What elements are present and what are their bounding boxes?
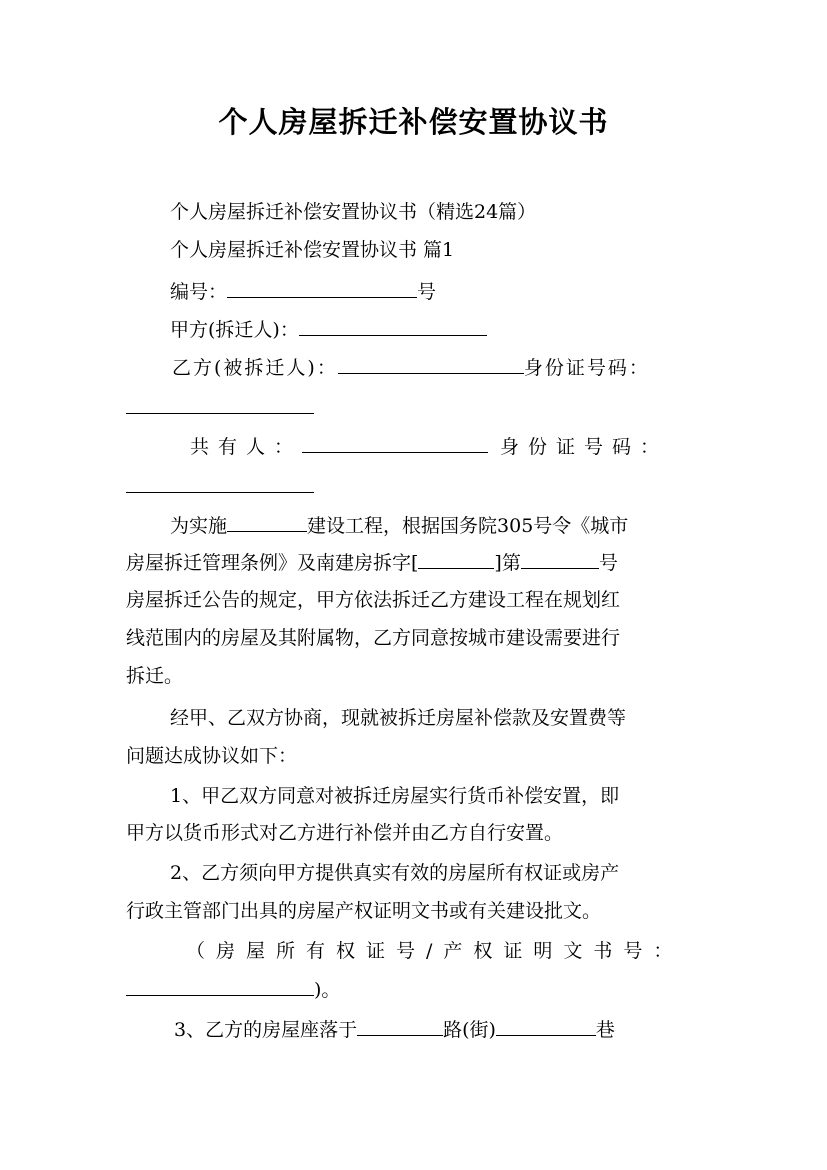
co-owner-line: [190, 434, 692, 459]
co-owner-label: 共有人：: [190, 436, 303, 458]
number-blank: [227, 279, 417, 298]
para1-text: 号: [598, 552, 618, 574]
document-title: 个人房屋拆迁补偿安置协议书: [218, 105, 609, 139]
party-b-id-blank: [126, 395, 314, 414]
party-b-id-label: 身份证号码：: [523, 357, 650, 379]
permit-year-blank: [418, 550, 494, 569]
para2-line1: 经甲、乙双方协商，现就被拆迁房屋补偿款及安置费等: [170, 707, 627, 729]
party-b-blank: [338, 355, 524, 374]
para1-line2: [126, 550, 702, 575]
lane-blank: [496, 1017, 596, 1036]
cert-number-blank: [126, 977, 314, 996]
para1-line5: 拆迁。: [126, 665, 184, 687]
number-line: [170, 279, 746, 304]
party-a-label: 甲方(拆迁人)：: [170, 319, 299, 341]
clause2-line1: 2、乙方须向甲方提供真实有效的房屋所有权证或房产: [170, 862, 620, 884]
para1-text: 房屋拆迁管理条例》及南建房拆字[: [126, 552, 419, 574]
road-blank: [357, 1017, 443, 1036]
clause1-line1: 1、甲乙双方同意对被拆迁房屋实行货币补偿安置，即: [170, 785, 620, 807]
party-b-label: 乙方(被拆迁人)：: [172, 357, 338, 379]
number-suffix: 号: [417, 281, 437, 303]
permit-number-blank: [521, 550, 599, 569]
co-owner-id-line: [126, 474, 702, 499]
co-owner-blank: [302, 434, 488, 453]
co-owner-id-label: 身份证号码：: [500, 436, 669, 458]
para1-line3: 房屋拆迁公告的规定，甲方依法拆迁乙方建设工程在规划红: [126, 589, 621, 611]
cert-number-end: )。: [314, 979, 341, 1001]
party-b-id-line: [126, 395, 702, 420]
para1-text: 建设工程，根据国务院305号令《城市: [307, 515, 629, 537]
cert-number-line: （房屋所有权证号/产权证明文书号：: [186, 940, 684, 962]
para2-line2: 问题达成协议如下：: [126, 745, 298, 767]
party-a-line: [170, 317, 746, 342]
co-owner-id-blank: [126, 474, 314, 493]
subtitle-line: 个人房屋拆迁补偿安置协议书（精选24篇）: [170, 201, 537, 223]
para1-line1: [170, 513, 746, 538]
para1-line4: 线范围内的房屋及其附属物，乙方同意按城市建设需要进行: [126, 627, 621, 649]
clause2-line2: 行政主管部门出具的房屋产权证明文书或有关建设批文。: [126, 900, 602, 922]
para1-text: ]第: [494, 552, 521, 574]
clause3-text: 3、乙方的房屋座落于: [174, 1019, 358, 1041]
clause3-text: 巷: [595, 1019, 615, 1041]
para1-text: 为实施: [170, 515, 228, 537]
cert-number-line2: [126, 977, 702, 1002]
section-heading: 个人房屋拆迁补偿安置协议书 篇1: [170, 239, 455, 261]
project-blank: [227, 513, 307, 532]
party-a-blank: [299, 317, 487, 336]
party-b-line: [172, 355, 697, 380]
number-label: 编号：: [170, 281, 228, 303]
clause1-line2: 甲方以货币形式对乙方进行补偿并由乙方自行安置。: [126, 822, 564, 844]
clause3-text: 路(街): [443, 1019, 496, 1041]
clause3-line1: [174, 1017, 750, 1042]
